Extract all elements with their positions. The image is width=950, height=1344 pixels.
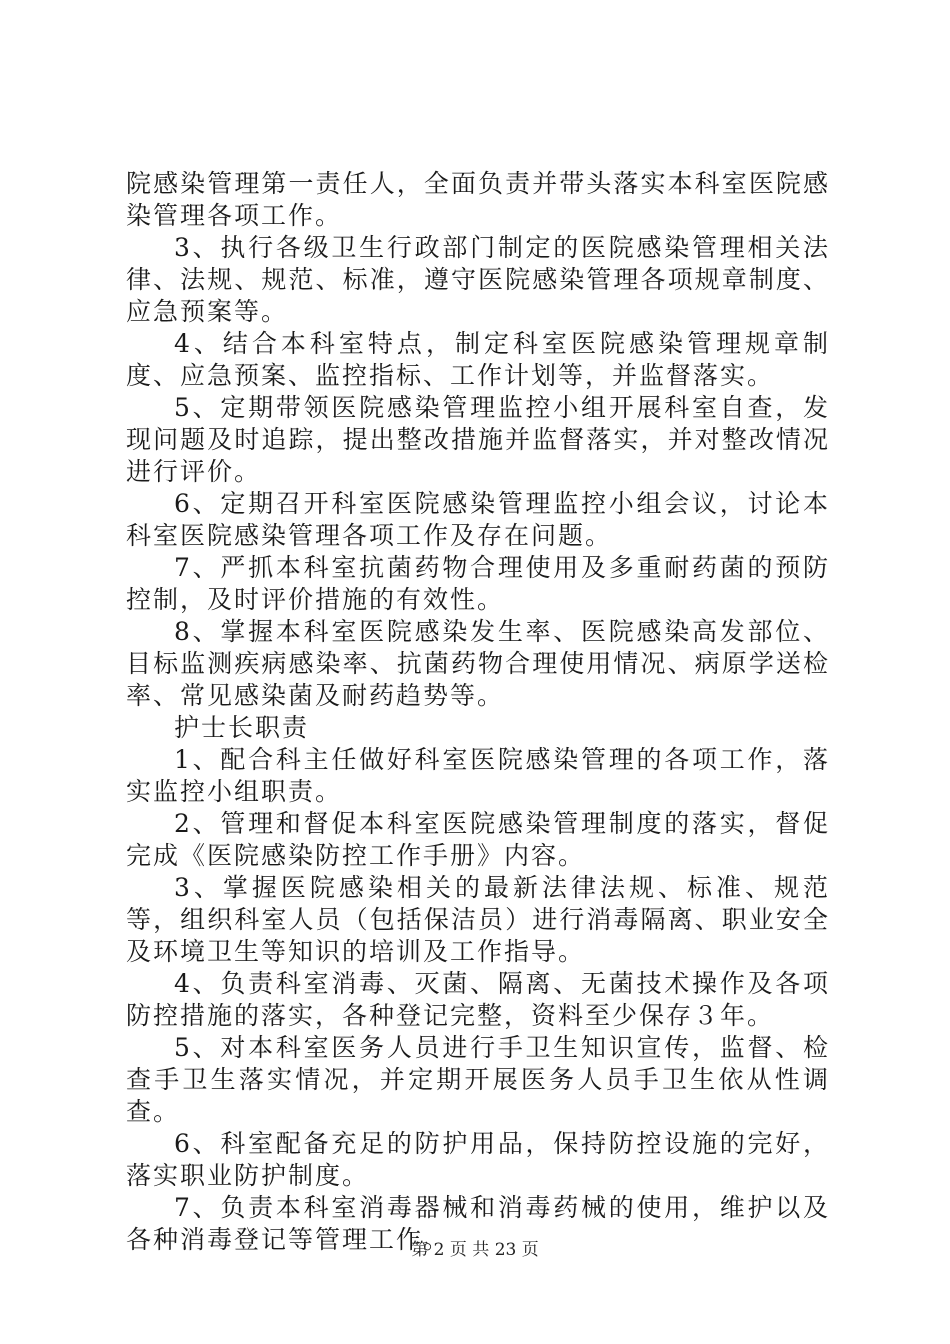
paragraph: 5、定期带领医院感染管理监控小组开展科室自查，发现问题及时追踪，提出整改措施并监督落实，并对整改情况进行评价。 [126, 393, 830, 486]
paragraph: 7、严抓本科室抗菌药物合理使用及多重耐药菌的预防控制，及时评价措施的有效性。 [126, 553, 830, 614]
document-body [126, 168, 830, 1256]
paragraph: 7、负责本科室消毒器械和消毒药械的使用，维护以及各种消毒登记等管理工作。 [126, 1193, 830, 1254]
paragraph: 6、科室配备充足的防护用品，保持防控设施的完好，落实职业防护制度。 [126, 1129, 830, 1190]
paragraph: 4、负责科室消毒、灭菌、隔离、无菌技术操作及各项防控措施的落实，各种登记完整，资料至少保存３年。 [126, 969, 830, 1030]
paragraph: 6、定期召开科室医院感染管理监控小组会议，讨论本科室医院感染管理各项工作及存在问题。 [126, 489, 830, 550]
page-footer [0, 1238, 950, 1262]
paragraph: 院感染管理第一责任人，全面负责并带头落实本科室医院感染管理各项工作。 [126, 169, 830, 230]
paragraph: 3、掌握医院感染相关的最新法律法规、标准、规范等，组织科室人员（包括保洁员）进行消毒隔离、职业安全及环境卫生等知识的培训及工作指导。 [126, 873, 830, 966]
paragraph: 3、执行各级卫生行政部门制定的医院感染管理相关法律、法规、规范、标准，遵守医院感染管理各项规章制度、应急预案等。 [126, 233, 830, 326]
paragraph: 2、管理和督促本科室医院感染管理制度的落实，督促完成《医院感染防控工作手册》内容。 [126, 809, 830, 870]
paragraph: 8、掌握本科室医院感染发生率、医院感染高发部位、目标监测疾病感染率、抗菌药物合理使用情况、病原学送检率、常见感染菌及耐药趋势等。 [126, 617, 830, 710]
page-number-label: 第 2 页 共 23 页 [411, 1240, 539, 1260]
section-heading: 护士长职责 [174, 713, 310, 742]
paragraph: 4、结合本科室特点，制定科室医院感染管理规章制度、应急预案、监控指标、工作计划等，并监督落实。 [126, 329, 830, 390]
paragraph: 5、对本科室医务人员进行手卫生知识宣传，监督、检查手卫生落实情况，并定期开展医务人员手卫生依从性调查。 [126, 1033, 830, 1126]
paragraph: 1、配合科主任做好科室医院感染管理的各项工作，落实监控小组职责。 [126, 745, 830, 806]
